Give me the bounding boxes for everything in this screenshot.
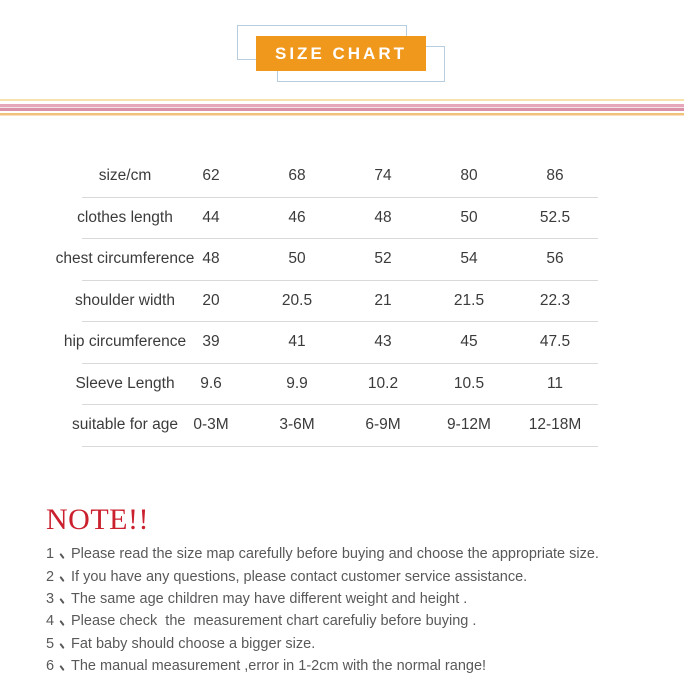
cell-value: 50	[460, 208, 478, 226]
cell-value: 48	[202, 250, 220, 268]
cell-value: 9-12M	[447, 416, 491, 434]
notes-title: NOTE!!	[46, 503, 149, 536]
ideographic-comma-icon	[57, 637, 71, 651]
table-row	[77, 198, 598, 240]
cell-value: 9.9	[286, 374, 308, 392]
ideographic-comma-icon	[57, 592, 71, 606]
cell-value: 21	[374, 291, 392, 309]
table-row	[75, 364, 598, 406]
cell-value: 41	[288, 333, 306, 351]
cell-value: 0-3M	[193, 416, 229, 434]
table-header-row	[82, 156, 598, 198]
cell-value: 50	[288, 250, 306, 268]
row-label: shoulder width	[75, 291, 175, 309]
cell-value: 86	[546, 167, 564, 185]
table-row	[75, 281, 598, 323]
cell-value: 10.2	[367, 374, 399, 392]
cell-value: 12-18M	[528, 416, 582, 434]
page-title: SIZE CHART	[275, 43, 407, 63]
cell-value: 21.5	[453, 291, 485, 309]
row-label: clothes length	[77, 208, 173, 226]
table-row	[63, 322, 598, 364]
note-number: 2	[46, 568, 55, 585]
notes-section	[46, 504, 656, 677]
note-number: 1	[46, 546, 55, 563]
row-label: Sleeve Length	[75, 374, 175, 392]
cell-value: 46	[288, 208, 306, 226]
cell-value: 52.5	[539, 208, 571, 226]
note-text: If you have any questions, please contact customer service assistance.	[71, 568, 528, 585]
cell-value: 9.6	[200, 374, 222, 392]
note-number: 3	[46, 590, 55, 607]
note-text: Please read the size map carefully before buying and choose the appropriate size.	[71, 546, 599, 563]
cell-value: 11	[546, 374, 564, 392]
note-text: Please check the measurement chart carefuliy before buying .	[71, 613, 477, 630]
cell-value: 48	[374, 208, 392, 226]
cell-value: 80	[460, 167, 478, 185]
note-item	[46, 610, 656, 632]
note-item	[46, 655, 656, 677]
note-text: The manual measurement ,error in 1-2cm with the normal range!	[71, 658, 487, 675]
cell-value: 68	[288, 167, 306, 185]
cell-value: 22.3	[539, 291, 571, 309]
cell-value: 52	[374, 250, 392, 268]
decor-stripes-divider	[0, 96, 684, 116]
notes-list	[46, 543, 656, 677]
ideographic-comma-icon	[57, 614, 71, 628]
cell-value: 54	[460, 250, 478, 268]
note-number: 4	[46, 613, 55, 630]
cell-value: 44	[202, 208, 220, 226]
cell-value: 6-9M	[365, 416, 401, 434]
cell-value: 20	[202, 291, 220, 309]
cell-value: 20.5	[281, 291, 313, 309]
note-text: Fat baby should choose a bigger size.	[71, 635, 316, 652]
row-label: chest circumference	[55, 250, 195, 268]
cell-value: 56	[546, 250, 564, 268]
cell-value: 3-6M	[279, 416, 315, 434]
table-row	[72, 405, 598, 447]
note-number: 5	[46, 635, 55, 652]
note-item	[46, 543, 656, 565]
cell-value: 10.5	[453, 374, 485, 392]
cell-value: 62	[202, 167, 220, 185]
cell-value: 45	[460, 333, 478, 351]
row-label: suitable for age	[72, 416, 178, 434]
table-row	[55, 239, 598, 281]
note-text: The same age children may have different weight and height .	[71, 590, 468, 607]
note-number: 6	[46, 658, 55, 675]
cell-value: 74	[374, 167, 392, 185]
note-item	[46, 565, 656, 587]
cell-value: 43	[374, 333, 392, 351]
ideographic-comma-icon	[57, 547, 71, 561]
note-item	[46, 633, 656, 655]
ideographic-comma-icon	[57, 570, 71, 584]
size-chart-banner	[256, 36, 426, 71]
row-label: hip circumference	[63, 333, 187, 351]
cell-value: 47.5	[539, 333, 571, 351]
ideographic-comma-icon	[57, 659, 71, 673]
cell-value: 39	[202, 333, 220, 351]
row-label: size/cm	[98, 167, 152, 185]
size-table	[55, 156, 598, 447]
note-item	[46, 588, 656, 610]
